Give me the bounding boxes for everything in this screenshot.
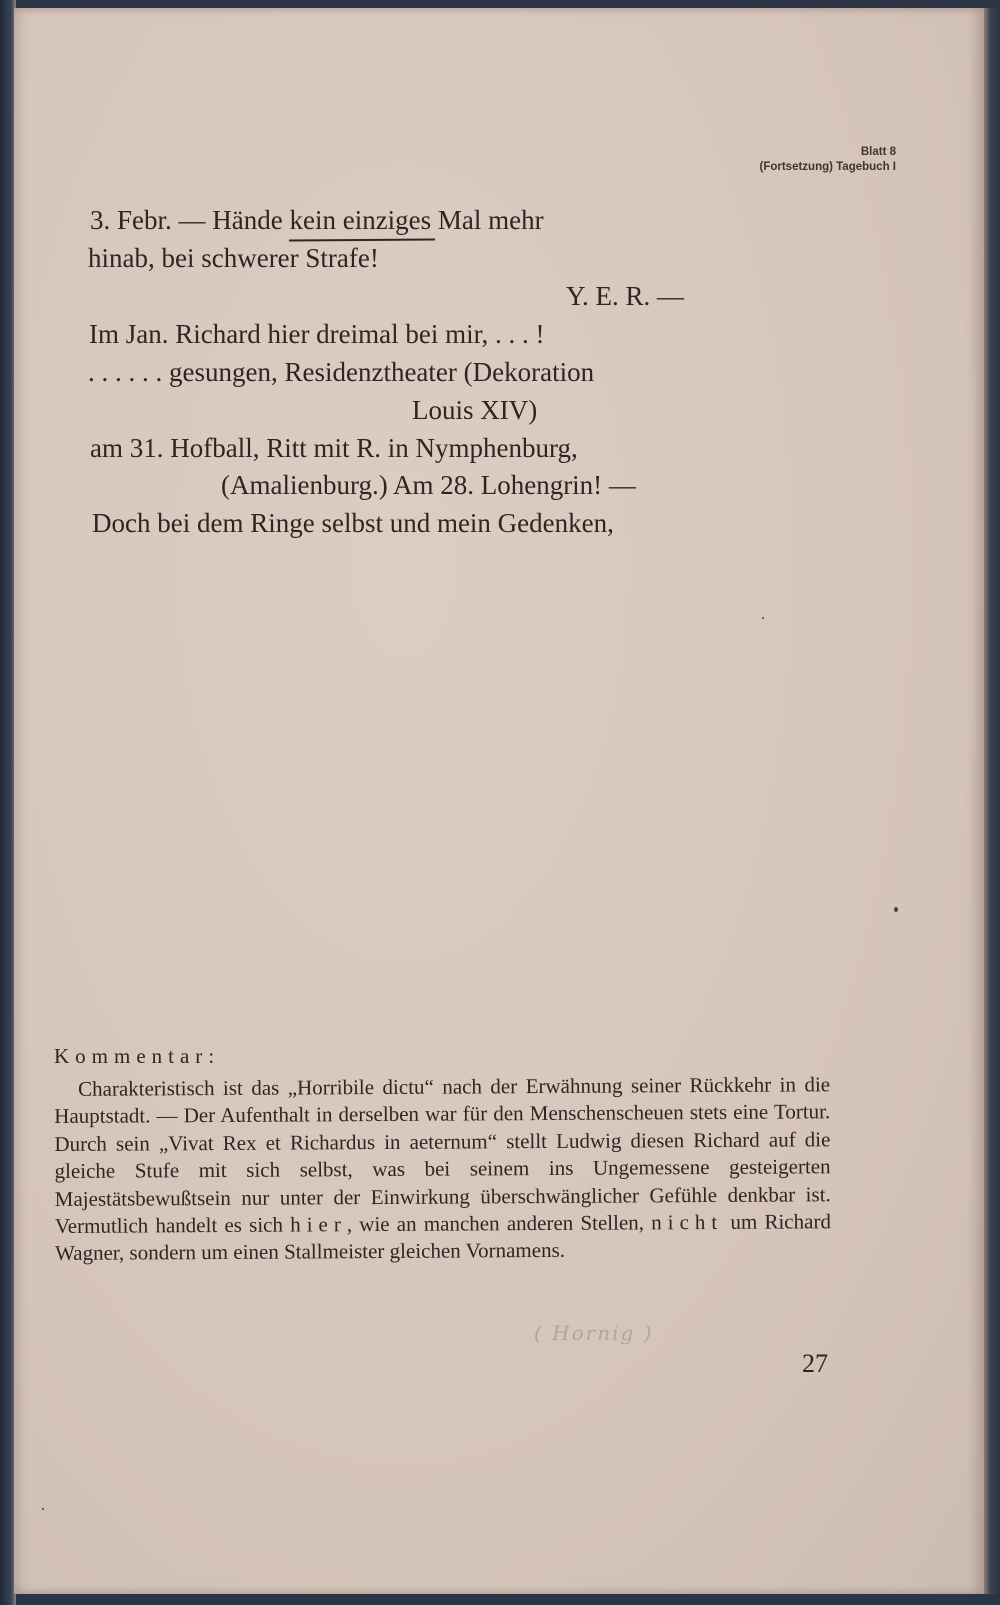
pencil-annotation: ( Hornig ) [534, 1321, 654, 1345]
diary-line-2: hinab, bei schwerer Strafe! [88, 243, 379, 273]
diary-text: Mal mehr [431, 205, 544, 235]
header-sheet-number: Blatt 8 [860, 146, 896, 158]
header-continuation: (Fortsetzung) Tagebuch I [759, 161, 896, 173]
diary-line-6: Louis XIV) [412, 395, 538, 425]
diary-line-4: Im Jan. Richard hier dreimal bei mir, . . . ! [89, 319, 545, 349]
diary-line-3-initials: Y. E. R. — [566, 281, 685, 311]
paper-speck [42, 1508, 44, 1510]
underlined-phrase: kein einziges [289, 205, 432, 235]
commentary-heading: Kommentar: [54, 1044, 221, 1068]
commentary-text [54, 1071, 831, 1268]
diary-line-1 [90, 202, 544, 239]
diary-line-7: am 31. Hofball, Ritt mit R. in Nymphenburg, [90, 433, 578, 463]
diary-line-5: . . . . . . gesungen, Residenztheater (Dekoration [88, 357, 595, 387]
paper-speck [894, 907, 898, 912]
page-header [759, 145, 896, 175]
commentary-spaced-word: hier [290, 1212, 347, 1237]
commentary-segment: , wie an manchen anderen Stellen, [346, 1210, 652, 1237]
commentary-spaced-word: nicht [651, 1209, 724, 1235]
diary-line-9: Doch bei dem Ringe selbst und mein Gedenken, [92, 508, 614, 538]
commentary-segment: Charakteristisch ist das „Horribile dictu“ nach der Erwähnung seiner Rückkehr in die Hauptstadt. — Der Aufenthalt in derselben war für den Menschenscheuen stets eine Tortur. Durch sein „Vivat Rex et Richardus in aeternum“ stellt Ludwig diesen Richard auf die gleiche Stufe mit sich selbst, was bei seinem ins Ungemessene gesteigerten Majestätsbewußtsein nur unter der Einwirkung überschwänglicher Gefühle denkbar ist. Vermutlich handelt es sich [54, 1072, 831, 1239]
book-page [14, 8, 984, 1594]
commentary-segment: um Richard Wagner, sondern um einen Stallmeister gleichen Vornamens. [55, 1209, 831, 1266]
paper-speck [762, 617, 764, 619]
diary-text: 3. Febr. — Hände [90, 205, 290, 235]
page-number: 27 [802, 1349, 828, 1378]
book-edge-right [984, 8, 1000, 1594]
diary-line-8: (Amalienburg.) Am 28. Lohengrin! — [221, 470, 636, 500]
